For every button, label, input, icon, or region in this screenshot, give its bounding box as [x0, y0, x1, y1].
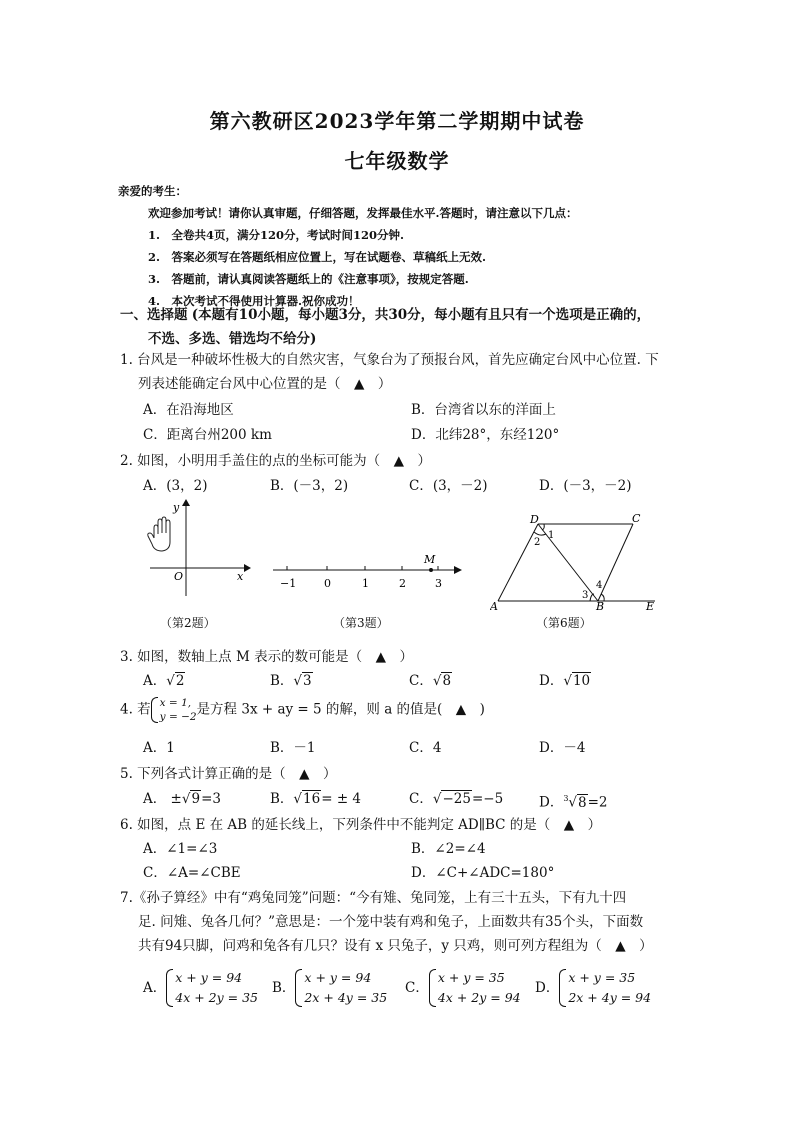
option-b: B．∠2=∠4: [411, 841, 486, 857]
rule-item: 1. 全卷共4页，满分120分，考试时间120分钟.: [148, 228, 405, 242]
question-5: [120, 762, 680, 786]
option-a: A．在沿海地区: [143, 402, 234, 418]
option-b: B．√3: [270, 673, 312, 689]
angle-1-label: 1: [548, 530, 555, 541]
segment-cb: [598, 524, 633, 601]
option-c: C．(3，－2): [409, 478, 488, 494]
welcome-text: 欢迎参加考试！请你认真审题，仔细答题，发挥最佳水平.答题时，请注意以下几点：: [148, 206, 578, 220]
section-desc-2: 不选、多选、错选均不给分): [148, 331, 317, 347]
question-2: [120, 449, 680, 473]
question-text: 5. 下列各式计算正确的是（ ▲ ）: [120, 766, 337, 782]
axis-y-label: y: [173, 501, 180, 514]
vertex-c-label: C: [632, 512, 641, 525]
option-d: D．(－3，－2): [539, 478, 632, 494]
rule-item: 4. 本次考试不得使用计算器.祝你成功！: [148, 294, 360, 308]
option-d: D．$^3$√8=2: [539, 794, 608, 811]
option-a: A．∠1=∠3: [143, 841, 218, 857]
question-3: [120, 645, 680, 669]
segment-db: [538, 524, 598, 601]
option-b: B．台湾省以东的洋面上: [411, 402, 556, 418]
option-c: C．4: [409, 740, 442, 756]
figure-2-coordinate-plane: [140, 498, 255, 598]
option-b: B．－1: [270, 740, 316, 756]
point-m-label: M: [424, 553, 436, 566]
section-desc: (本题有10小题，每小题3分，共30分，每小题有且只有一个选项是正确的，: [191, 307, 651, 323]
figure-2-caption: （第2题）: [160, 616, 216, 630]
tick-label: 0: [324, 577, 331, 590]
option-c: C．∠A=∠CBE: [143, 865, 241, 881]
instructions: [118, 180, 578, 312]
question-text: 共有94只脚，问鸡和兔各有几只？设有 x 只兔子，y 只鸡，则可列方程组为（ ▲ ）: [138, 938, 653, 954]
angle-2-label: 2: [534, 537, 541, 548]
option-a: A．1: [143, 740, 175, 756]
section-title: 一、选择题: [120, 307, 188, 323]
vertex-a-label: A: [490, 600, 498, 610]
question-text: 足. 问雉、兔各几何？”意思是：一个笼中装有鸡和兔子，上面数共有35个头，下面数: [138, 914, 644, 930]
option-a: A．√2: [143, 673, 185, 689]
question-7: [120, 886, 700, 958]
option-d: D．－4: [539, 740, 586, 756]
point-e-label: E: [646, 600, 655, 610]
question-text: 6. 如图，点 E 在 AB 的延长线上，下列条件中不能判定 AD∥BC 的是（ ▲ ）: [120, 817, 602, 833]
angle-3-label: 3: [582, 590, 589, 601]
option-d: D．北纬28°，东经120°: [411, 427, 560, 443]
equation-system: x = 1, y = −2: [151, 696, 197, 724]
tick-label: −1: [280, 577, 297, 590]
hand-icon: [148, 517, 170, 551]
exam-title: 第六教研区2023学年第二学期期中试卷: [209, 109, 585, 133]
greeting: 亲爱的考生：: [118, 184, 187, 198]
option-a: A． x + y = 94 4x + 2y = 35: [143, 968, 258, 1008]
point-m: [429, 568, 433, 572]
figure-3-caption: （第3题）: [333, 616, 389, 630]
section-heading: [120, 303, 690, 351]
option-b: B． x + y = 94 2x + 4y = 35: [272, 968, 387, 1008]
axis-x-label: x: [237, 570, 244, 583]
question-text: 1. 台风是一种破坏性极大的自然灾害，气象台为了预报台风，首先应确定台风中心位置. 下: [120, 352, 659, 368]
figure-6-parallelogram: [490, 510, 665, 610]
rule-item: 3. 答题前，请认真阅读答题纸上的《注意事项》，按规定答题.: [148, 272, 469, 286]
option-d: D． x + y = 35 2x + 4y = 94: [535, 968, 651, 1008]
tick-label: 2: [399, 577, 406, 590]
tick-label: 1: [362, 577, 369, 590]
question-text: 列表述能确定台风中心位置的是（ ▲ ）: [138, 376, 392, 392]
tick-label: 3: [435, 577, 442, 590]
question-text: 2. 如图，小明用手盖住的点的坐标可能为（ ▲ ）: [120, 453, 432, 469]
question-prefix: 4. 若: [120, 701, 151, 718]
question-text: 7.《孙子算经》中有“鸡兔同笼”问题：“今有雉、兔同笼，上有三十五头，下有九十四: [120, 890, 627, 906]
rule-item: 2. 答案必须写在答题纸相应位置上，写在试题卷、草稿纸上无效.: [148, 250, 487, 264]
option-c: C．√−25=−5: [409, 791, 504, 807]
option-a: A．(3，2): [143, 478, 208, 494]
option-d: D．√10: [539, 673, 591, 689]
exam-subtitle: 七年级数学: [344, 149, 450, 173]
origin-label: O: [174, 570, 184, 583]
option-d: D．∠C+∠ADC=180°: [411, 865, 555, 881]
question-text: 3. 如图，数轴上点 M 表示的数可能是（ ▲ ）: [120, 649, 413, 665]
question-6: [120, 813, 720, 837]
angle-4-label: 4: [596, 580, 603, 591]
option-a: A． ±√9=3: [143, 791, 221, 807]
option-c: C． x + y = 35 4x + 2y = 94: [405, 968, 521, 1008]
question-text: 是方程 3x + ay = 5 的解，则 a 的值是( ▲ ): [196, 701, 485, 718]
vertex-d-label: D: [530, 513, 539, 526]
figure-3-number-line: [268, 545, 468, 595]
option-b: B．√16= ± 4: [270, 791, 362, 807]
segment-ad: [498, 524, 541, 601]
figure-6-caption: （第6题）: [536, 616, 592, 630]
option-b: B．(－3，2): [270, 478, 349, 494]
question-1: [120, 348, 680, 396]
option-c: C．√8: [409, 673, 452, 689]
vertex-b-label: B: [596, 600, 605, 610]
option-c: C．距离台州200 km: [143, 427, 272, 443]
question-4: [120, 696, 680, 724]
